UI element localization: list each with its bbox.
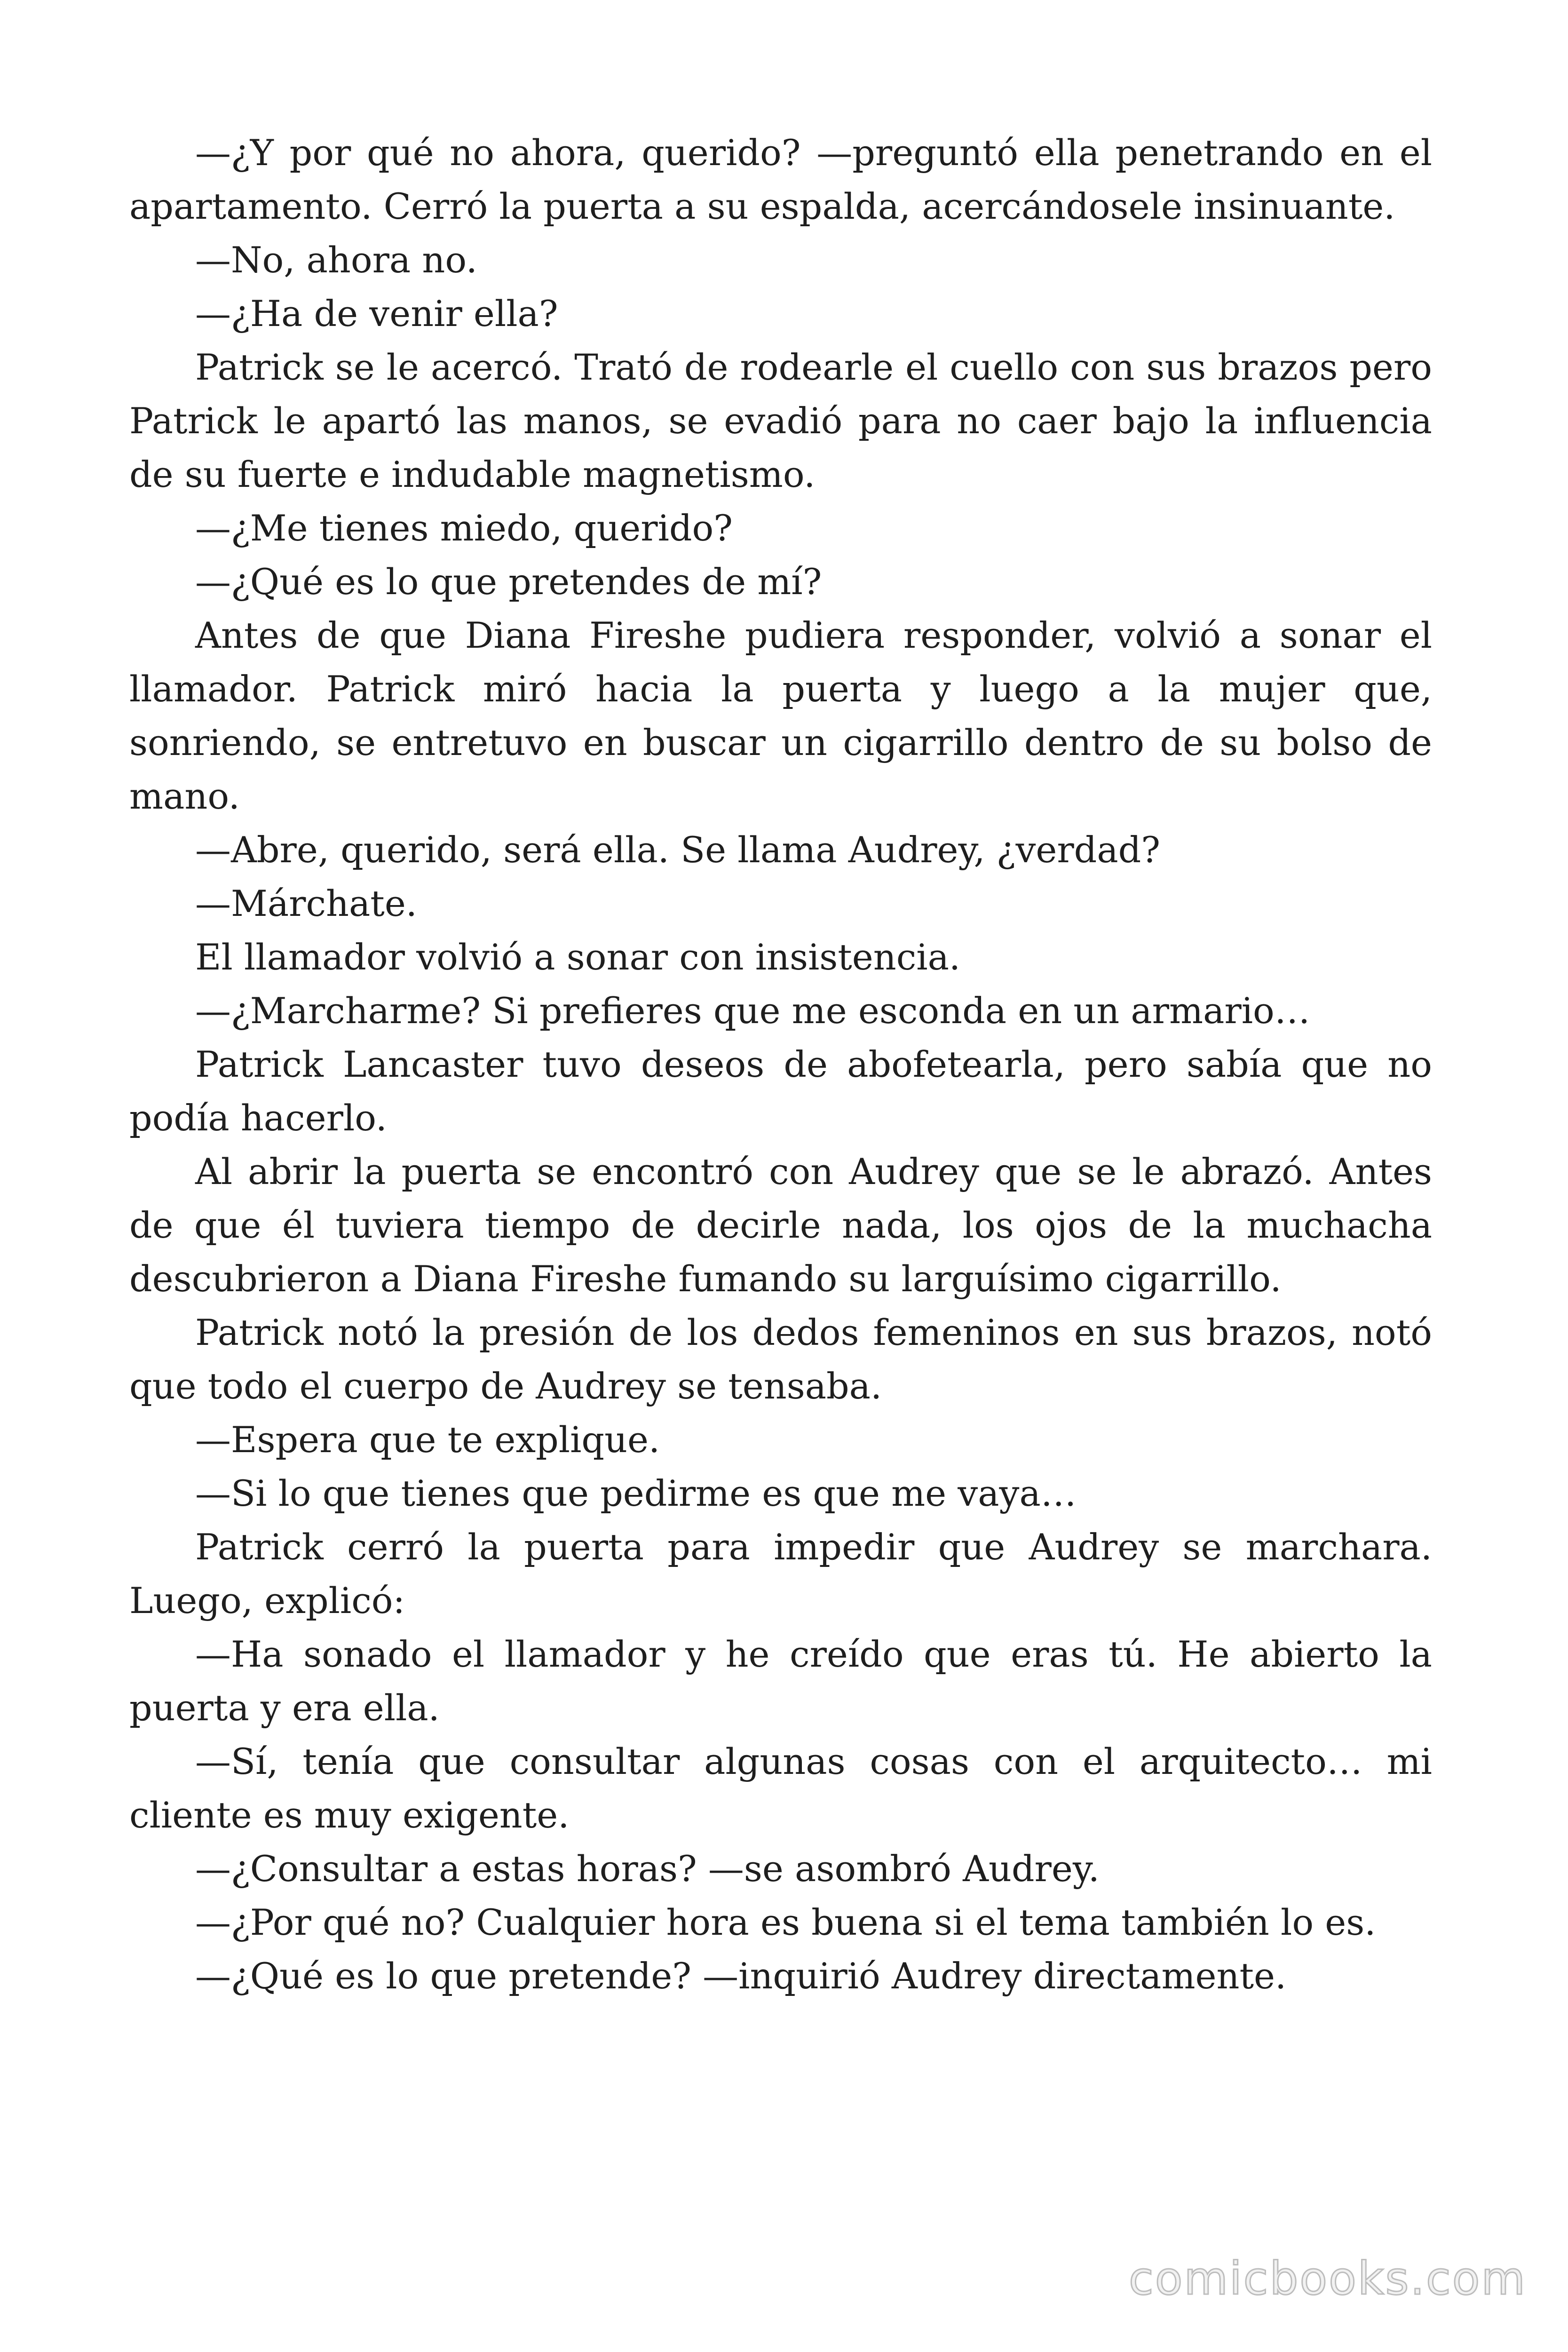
paragraph: Al abrir la puerta se encontró con Audrey que se le abrazó. Antes de que él tuviera tiempo de decirle nada, los ojos de la muchacha descubrieron a Diana Fireshe fumando su larguísimo cigarrillo. [129, 1151, 1432, 1300]
paragraph: Patrick se le acercó. Trató de rodearle el cuello con sus brazos pero Patrick le apartó las manos, se evadió para no caer bajo la influencia de su fuerte e indudable magnetismo. [129, 346, 1432, 495]
body-text [129, 126, 1432, 2003]
paragraph: —¿Qué es lo que pretendes de mí? [195, 561, 822, 603]
paragraph: El llamador volvió a sonar con insistencia. [195, 936, 961, 978]
paragraph: —Si lo que tienes que pedirme es que me vaya… [195, 1472, 1077, 1514]
paragraph: —¿Por qué no? Cualquier hora es buena si el tema también lo es. [195, 1901, 1376, 1943]
paragraph: —¿Qué es lo que pretende? —inquirió Audrey directamente. [195, 1955, 1287, 1997]
paragraph: —Sí, tenía que consultar algunas cosas con el arquitecto… mi cliente es muy exigente. [129, 1740, 1432, 1836]
paragraph: Patrick notó la presión de los dedos femeninos en sus brazos, notó que todo el cuerpo de Audrey se tensaba. [129, 1311, 1432, 1407]
paragraph: Antes de que Diana Fireshe pudiera responder, volvió a sonar el llamador. Patrick miró hacia la puerta y luego a la mujer que, sonriendo, se entretuvo en buscar un cigarrillo dentro de su bolso de mano. [129, 614, 1432, 817]
paragraph: —Ha sonado el llamador y he creído que eras tú. He abierto la puerta y era ella. [129, 1633, 1432, 1729]
paragraph: —Márchate. [195, 882, 417, 924]
paragraph: Patrick cerró la puerta para impedir que Audrey se marchara. Luego, explicó: [129, 1526, 1432, 1621]
paragraph: —¿Consultar a estas horas? —se asombró Audrey. [195, 1848, 1100, 1890]
paragraph: —No, ahora no. [195, 239, 477, 281]
paragraph: —¿Y por qué no ahora, querido? —preguntó ella penetrando en el apartamento. Cerró la puerta a su espalda, acercándosele insinuante. [129, 132, 1432, 227]
watermark: comicbooks.com [1128, 2252, 1527, 2305]
paragraph: —¿Ha de venir ella? [195, 293, 558, 334]
paragraph: —¿Marcharme? Si prefieres que me esconda en un armario… [195, 990, 1310, 1032]
paragraph: —Abre, querido, será ella. Se llama Audrey, ¿verdad? [195, 829, 1161, 871]
paragraph: —¿Me tienes miedo, querido? [195, 507, 733, 549]
paragraph: Patrick Lancaster tuvo deseos de abofetearla, pero sabía que no podía hacerlo. [129, 1043, 1432, 1139]
paragraph: —Espera que te explique. [195, 1419, 660, 1461]
